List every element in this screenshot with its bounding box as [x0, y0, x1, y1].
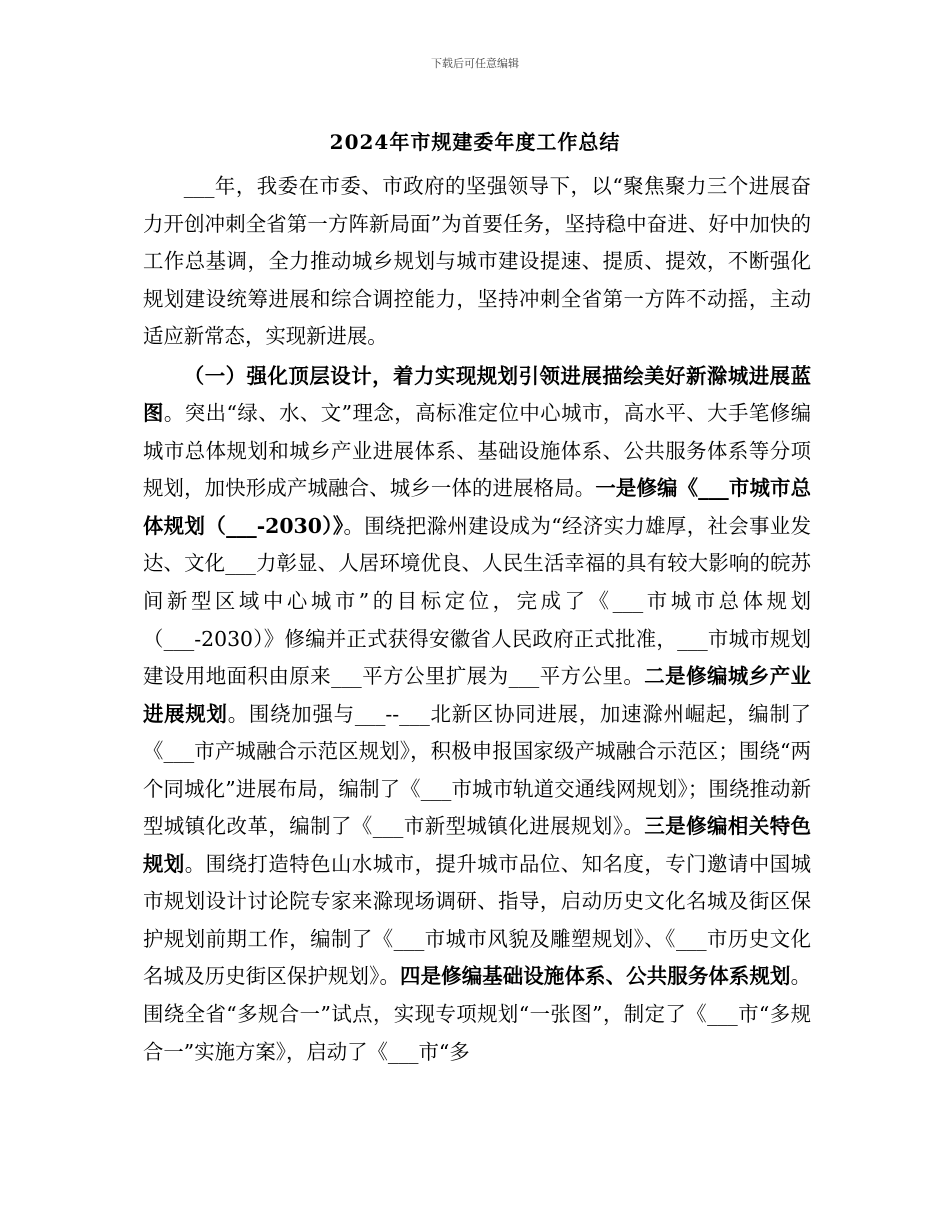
section-1-paragraph [143, 358, 811, 1071]
point-4-text: 。围绕全省“多规合一”试点，实现专项规划“一张图”，制定了《___市“多规合一”实施方案》，启动了《___市“多 [143, 964, 811, 1064]
point-4-heading: 四是修编基础设施体系、公共服务体系规划 [400, 964, 791, 989]
point-1-text: 。围绕把滁州建设成为“经济实力雄厚，社会事业发达、文化___力彰显、人居环境优良、人民生活幸福的具有较大影响的皖苏间新型区域中心城市”的目标定位，完成了《___市城市总体规划（___-2030）》修编并正式获得安徽省人民政府正式批准，___市城市规划建设用地面积由原来___平方公里扩展为___平方公里。 [143, 513, 811, 689]
intro-paragraph: ___年，我委在市委、市政府的坚强领导下，以“聚焦聚力三个进展奋力开创冲刺全省第一方阵新局面”为首要任务，坚持稳中奋进、好中加快的工作总基调，全力推动城乡规划与城市建设提速、提质、提效，不断强化规划建设统筹进展和综合调控能力，坚持冲刺全省第一方阵不动摇，主动适应新常态，实现新进展。 [143, 174, 811, 349]
point-1-heading: 一是修编《___市城市总体规划（___-2030）》 [143, 476, 811, 538]
point-3-heading: 三是修编相关特色规划 [143, 814, 811, 876]
section-1-text: 。突出“绿、水、文”理念，高标准定位中心城市，高水平、大手笔修编城市总体规划和城乡产业进展体系、基础设施体系、公共服务体系等分项规划，加快形成产城融合、城乡一体的进展格局。 [143, 401, 812, 501]
section-1-heading: （一）强化顶层设计，着力实现规划引领进展描绘美好新滁城进展蓝图 [143, 363, 811, 426]
document-title: 2024年市规建委年度工作总结 [329, 130, 621, 154]
document-body [143, 168, 811, 1071]
point-2-heading: 二是修编城乡产业进展规划 [143, 664, 812, 726]
point-3-text: 。围绕打造特色山水城市，提升城市品位、知名度，专门邀请中国城市规划设计讨论院专家来滁现场调研、指导，启动历史文化名城及街区保护规划前期工作，编制了《___市城市风貌及雕塑规划》、《___市历史文化名城及历史街区保护规划》。 [143, 851, 811, 989]
point-2-text: 。围绕加强与___--___北新区协同进展，加速滁州崛起，编制了《___市产城融合示范区规划》，积极申报国家级产城融合示范区；围绕“两个同城化”进展布局，编制了《___市城市轨道交通线网规划》；围绕推动新型城镇化改革，编制了《___市新型城镇化进展规划》。 [143, 701, 812, 839]
page-header-note: 下载后可任意编辑 [431, 57, 519, 70]
